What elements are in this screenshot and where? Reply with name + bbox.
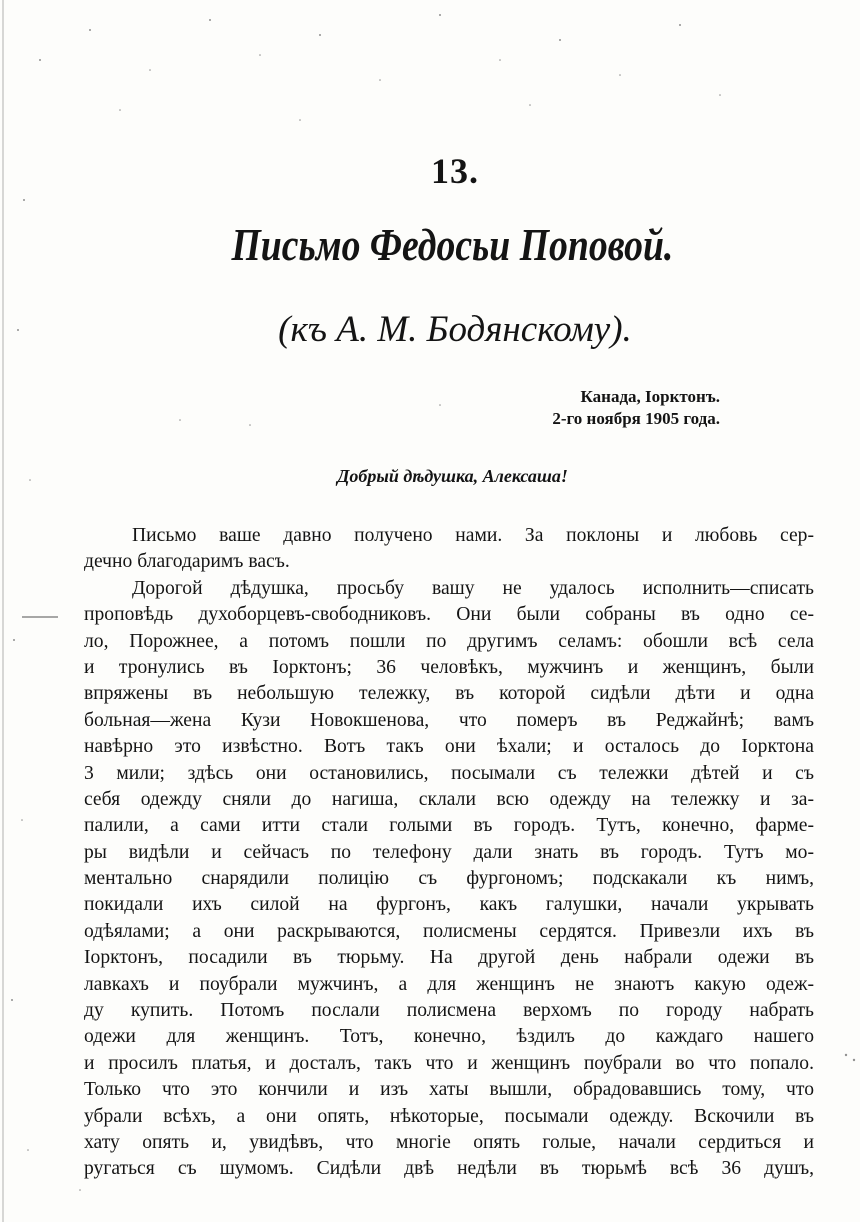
text-line: ду купить. Потомъ послали полисмена верхомъ по городу набрать	[84, 1000, 814, 1022]
text-line: одѣялами; а они раскрываются, полисмены сердятся. Привезли ихъ въ	[84, 920, 814, 942]
text-line: дечно благодаримъ васъ.	[84, 551, 290, 573]
text-line: ры видѣли и сейчасъ по телефону дали знать въ городъ. Тутъ мо-	[84, 841, 814, 863]
text-line: больная—жена Кузи Новокшенова, что померъ въ Реджайнѣ; вамъ	[84, 709, 814, 731]
text-line: покидали ихъ силой на фургонъ, какъ галушки, начали укрывать	[84, 894, 814, 916]
text-line: и тронулись въ Іорктонъ; 36 человѣкъ, мужчинъ и женщинъ, были	[84, 656, 814, 678]
text-line: 3 мили; здѣсь они остановились, посымали съ тележки дѣтей и съ	[84, 762, 814, 784]
text-line: хату опять и, увидѣвъ, что многіе опять голые, начали сердиться и	[84, 1131, 814, 1153]
text-line: Дорогой дѣдушка, просьбу вашу не удалось исполнить—списать	[132, 577, 814, 599]
paragraph	[84, 576, 814, 1183]
chapter-number: 13.	[431, 151, 479, 191]
text-line: Только что это кончили и изъ хаты вышли, обрадовавшись тому, что	[84, 1079, 814, 1101]
text-line: палили, а сами итти стали голыми въ городъ. Тутъ, конечно, фарме-	[84, 815, 814, 837]
place-and-date	[470, 386, 720, 430]
salutation: Добрый дѣдушка, Алексаша!	[337, 466, 568, 486]
text-line: Іорктонъ, посадили въ тюрьму. На другой день набрали одежи въ	[84, 947, 814, 969]
text-line: впряжены въ небольшую тележку, въ которой сидѣли дѣти и одна	[84, 683, 814, 705]
text-line: ругаться съ шумомъ. Сидѣли двѣ недѣли въ тюрьмѣ всѣ 36 душъ,	[84, 1158, 814, 1180]
letter-body	[84, 523, 814, 1183]
text-line: навѣрно это извѣстно. Вотъ такъ они ѣхали; и осталось до Іорктона	[84, 736, 814, 758]
text-line: Письмо ваше давно получено нами. За поклоны и любовь сер-	[132, 525, 814, 546]
letter-place: Канада, Іорктонъ.	[580, 387, 720, 406]
letter-title: Письмо Федосьи Поповой.	[231, 219, 674, 270]
text-line: убрали всѣхъ, а они опять, нѣкоторые, посымали одежду. Вскочили въ	[84, 1105, 814, 1127]
text-line: ментально снарядили полицію съ фургономъ; подскакали къ нимъ,	[84, 868, 814, 890]
paragraph	[84, 523, 814, 576]
text-line: лавкахъ и поубрали мужчинъ, а для женщинъ не знаютъ какую одеж-	[84, 973, 814, 995]
text-line: одежи для женщинъ. Тотъ, конечно, ѣздилъ до каждаго нашего	[84, 1026, 814, 1048]
letter-date: 2-го ноября 1905 года.	[552, 409, 720, 428]
text-line: и просилъ платья, и досталъ, такъ что и женщинъ поубрали во что попало.	[84, 1052, 814, 1074]
letter-subtitle: (къ А. М. Бодянскому).	[278, 309, 632, 350]
text-line: себя одежду сняли до нагиша, склали всю одежду на тележку и за-	[84, 788, 814, 810]
text-line: ло, Порожнее, а потомъ пошли по другимъ селамъ: обошли всѣ села	[84, 630, 814, 652]
text-line: проповѣдь духоборцевъ-свободниковъ. Они были собраны въ одно се-	[84, 604, 814, 626]
